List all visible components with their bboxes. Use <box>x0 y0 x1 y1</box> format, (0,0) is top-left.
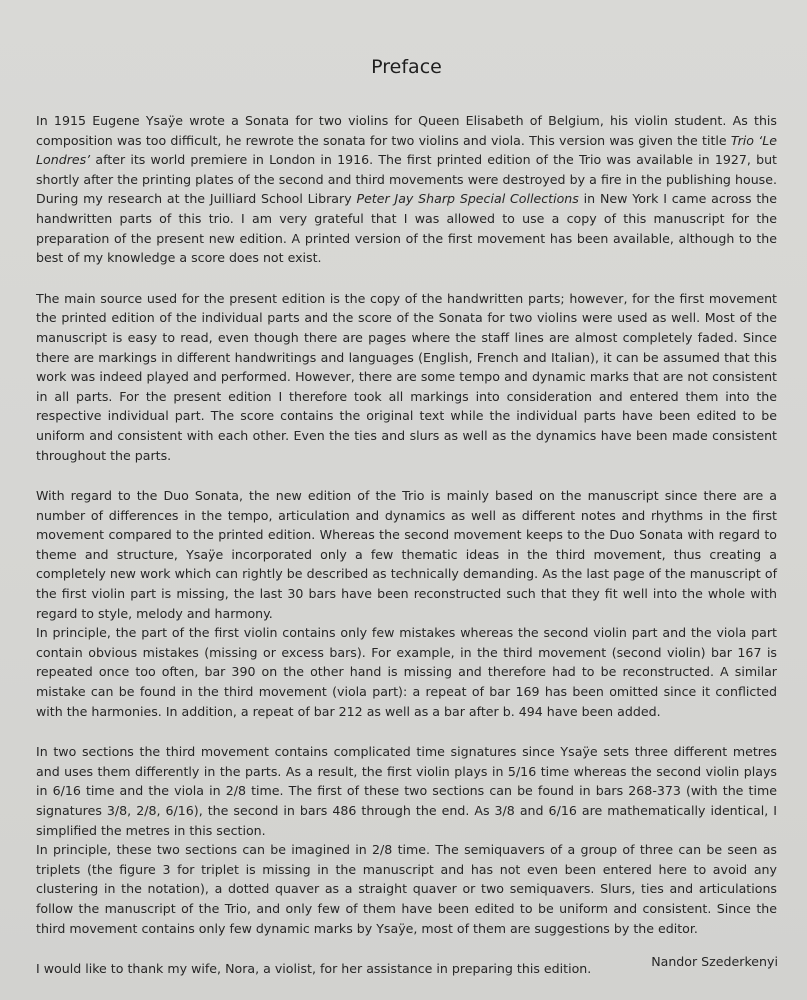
paragraph-text: In 1915 Eugene Ysaÿe wrote a Sonata for two violins for Queen Elisabeth of Belgium, his violin student. As this composition was too difficult, he rewrote the sonata for two violins and viola. This version was given the title <box>36 113 777 148</box>
italic-title-trio: Trio ‘Le Londres’ <box>36 132 777 168</box>
section-sources <box>36 289 777 465</box>
paragraph-text: in New York I came across the handwritten parts of this trio. I am very grateful that I was allowed to use a copy of this manuscript for the preparation of the present new edition. A printed version of the first movement has been available, although to the best of my knowledge a score does not exist. <box>36 191 778 266</box>
section-duo-sonata <box>36 486 777 721</box>
section-time-signatures <box>36 742 777 938</box>
paragraph-sources: The main source used for the present edition is the copy of the handwritten parts; however, for the first movement the printed edition of the individual parts and the score of the Sonata for two violins were used as well. Most of the manuscript is easy to read, even though there are pages where the staff lines are almost completely faded. Since there are markings in different handwritings and languages (English, French and Italian), it can be assumed that this work was indeed played and performed. However, there are some tempo and dynamic marks that are not consistent in all parts. For the present edition I therefore took all markings into consideration and entered them into the respective individual part. The score contains the original text while the individual parts have been edited to be uniform and consistent with each other. Even the ties and slurs as well as the dynamics have been made consistent throughout the parts. <box>36 290 777 463</box>
italic-collection-name: Peter Jay Sharp Special Collections <box>356 191 579 207</box>
paragraph-text: after its world premiere in London in 1916. The first printed edition of the Trio was available in 1927, but shortly after the printing plates of the second and third movements were destroyed by a fire in the publishing house. During my research at the Juilliard School Library <box>36 152 777 207</box>
paragraph-thanks: I would like to thank my wife, Nora, a violist, for her assistance in preparing this edition. <box>36 961 592 977</box>
page-title: Preface <box>371 56 442 78</box>
paragraph-origin <box>36 111 777 268</box>
author-signature: Nandor Szederkenyi <box>651 954 778 969</box>
paragraph-triplets: In principle, these two sections can be imagined in 2/8 time. The semiquavers of a group of three can be seen as triplets (the figure 3 for triplet is missing in the manuscript and has not even been entered here to avoid any clustering in the notation), a dotted quaver as a straight quaver or two semiquavers. Slurs, ties and articulations follow the manuscript of the Trio, and only few of them have been edited to be uniform and consistent. Since the third movement contains only few dynamic marks by Ysaÿe, most of them are suggestions by the editor. <box>36 842 777 936</box>
paragraph-metres: In two sections the third movement contains complicated time signatures since Ysaÿe sets three different metres and uses them differently in the parts. As a result, the first violin plays in 5/16 time whereas the second violin plays in 6/16 time and the viola in 2/8 time. The first of these two sections can be found in bars 268-373 (with the time signatures 3/8, 2/8, 6/16), the second in bars 486 through the end. As 3/8 and 6/16 are mathematically identical, I simplified the metres in this section. <box>36 744 777 838</box>
section-origin <box>36 111 777 268</box>
paragraph-duo-sonata: With regard to the Duo Sonata, the new edition of the Trio is mainly based on the manuscript since there are a number of differences in the tempo, articulation and dynamics as well as different notes and rhythms in the first movement compared to the printed edition. Whereas the second movement keeps to the Duo Sonata with regard to theme and structure, Ysaÿe incorporated only a few thematic ideas in the third movement, thus creating a completely new work which can rightly be described as technically demanding. As the last page of the manuscript of the first violin part is missing, the last 30 bars have been reconstructed such that they fit well into the whole with regard to style, melody and harmony. <box>36 488 777 621</box>
paragraph-mistakes: In principle, the part of the first violin contains only few mistakes whereas the second violin part and the viola part contain obvious mistakes (missing or excess bars). For example, in the third movement (second violin) bar 167 is repeated once too often, bar 390 on the other hand is missing and therefore had to be reconstructed. A similar mistake can be found in the third movement (viola part): a repeat of bar 169 has been omitted since it conflicted with the harmonies. In addition, a repeat of bar 212 as well as a bar after b. 494 have been added. <box>36 625 777 719</box>
